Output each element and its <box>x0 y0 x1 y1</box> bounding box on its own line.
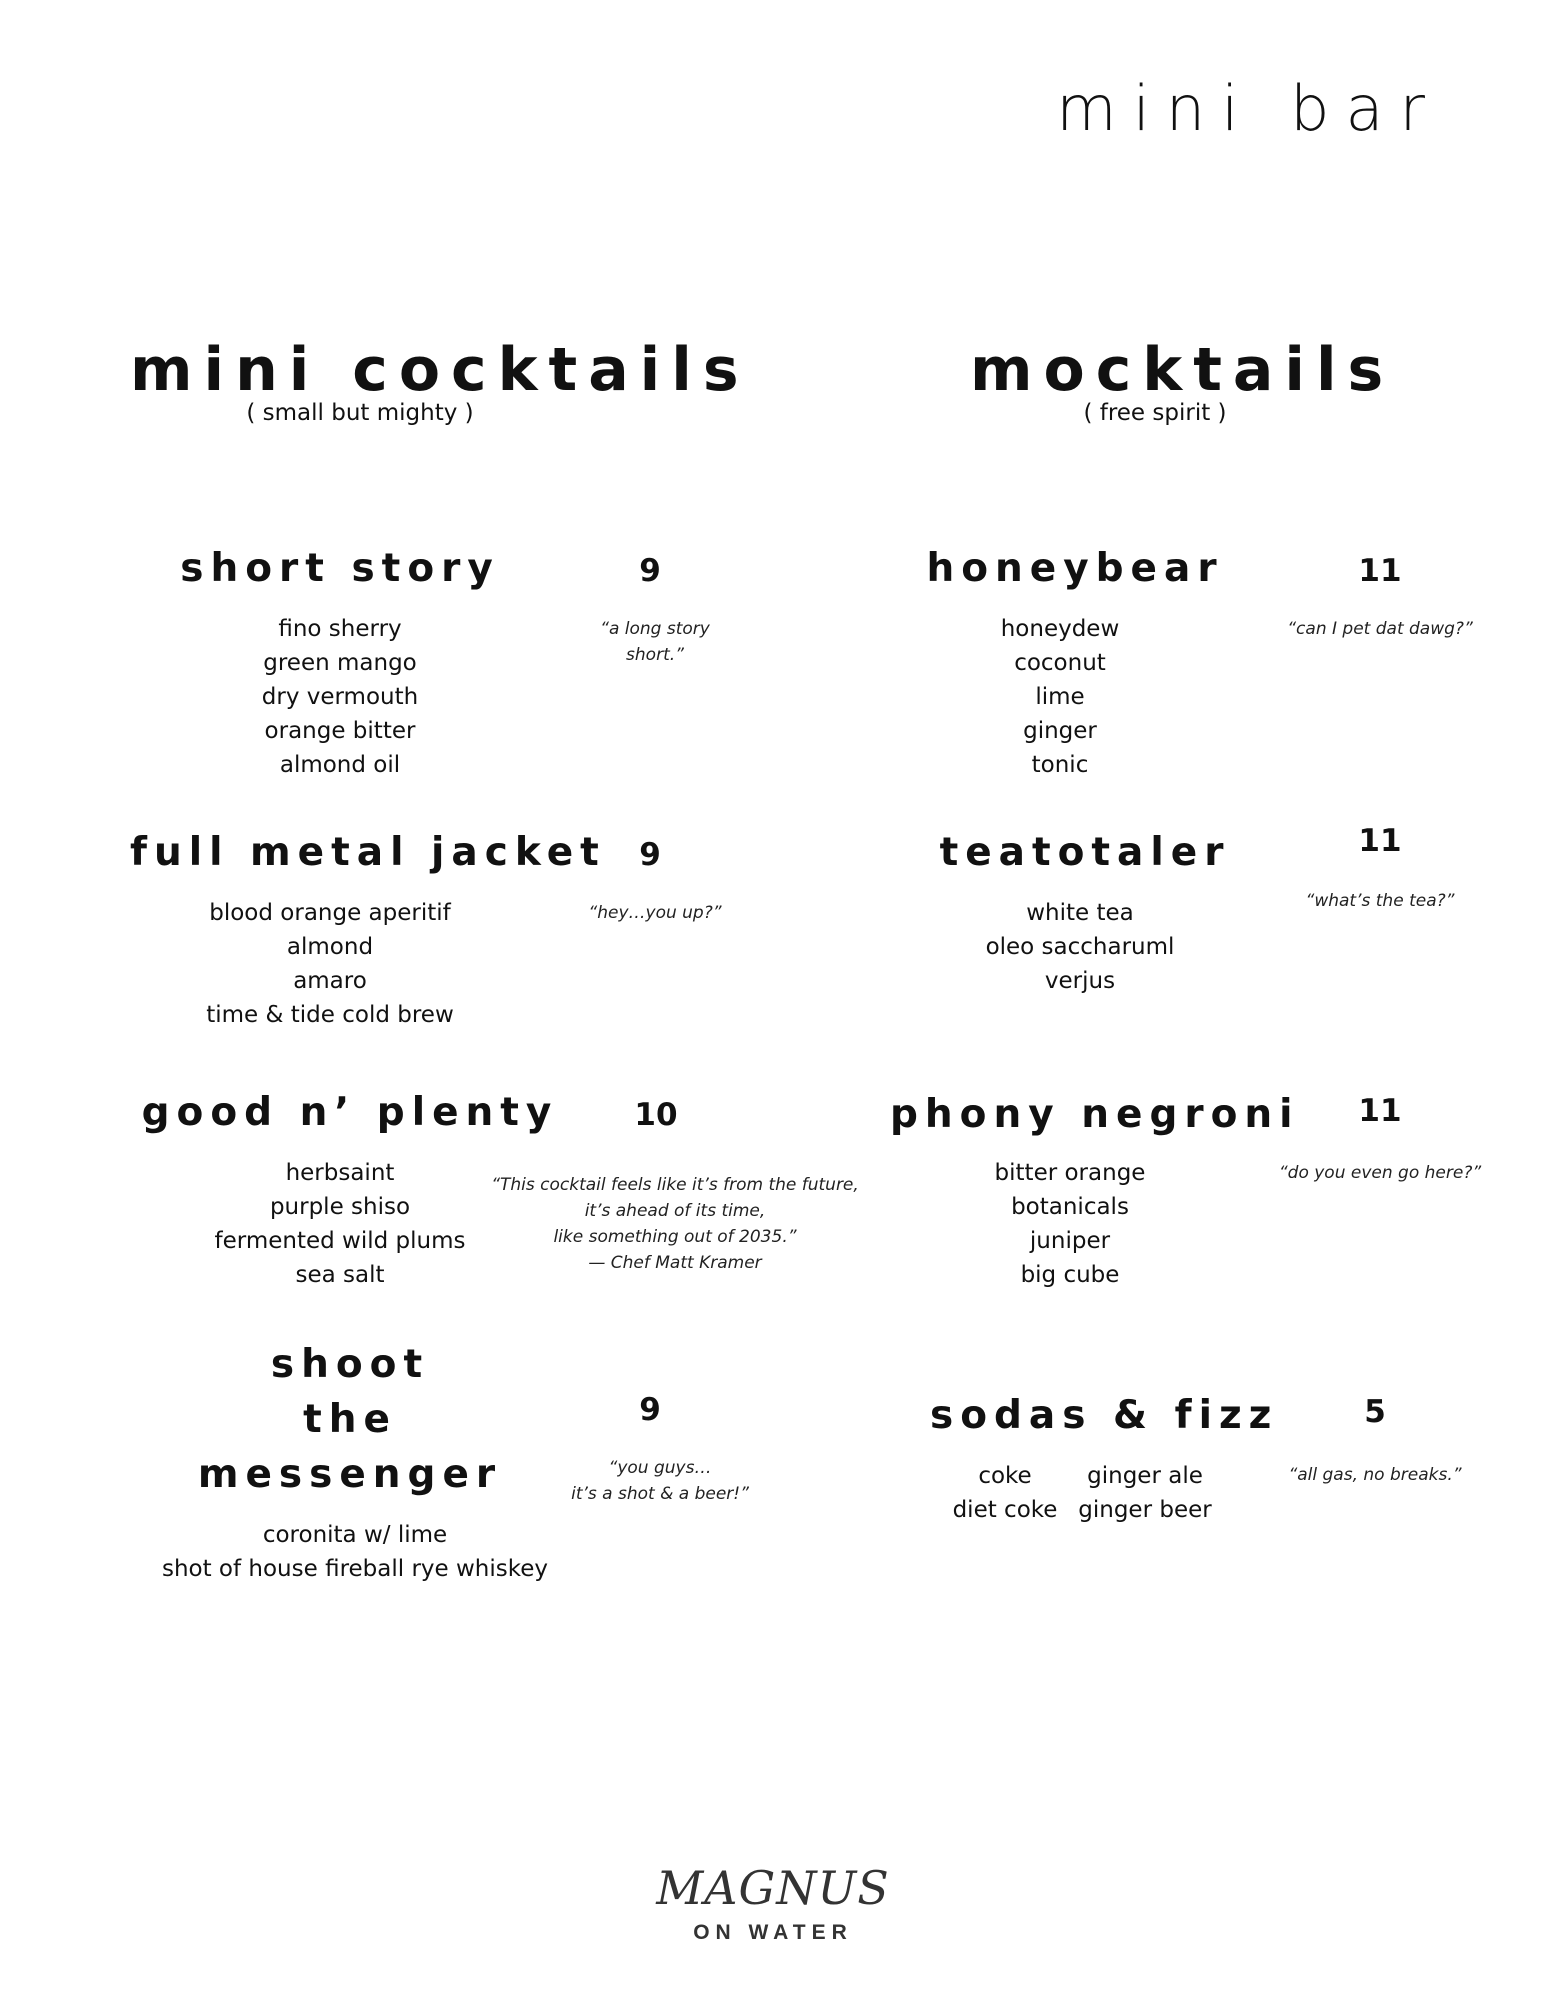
ingredient-list <box>190 612 490 782</box>
drink-price: 9 <box>639 1392 661 1428</box>
ingredient: big cube <box>1020 1262 1120 1288</box>
ingredient: lime <box>1035 684 1085 710</box>
ingredient: green mango <box>263 650 417 676</box>
quote-line: “can I pet dat dawg?” <box>1287 619 1473 639</box>
drink-price: 11 <box>1358 553 1402 589</box>
quote-line: “what’s the tea?” <box>1305 891 1455 911</box>
ingredient: herbsaint <box>285 1160 395 1186</box>
ingredient-list <box>190 1156 490 1292</box>
quote-line: “hey…you up?” <box>588 903 722 923</box>
ingredient: orange bitter <box>264 718 416 744</box>
section-subtitle-mocktails: ( free spirit ) <box>1083 400 1227 426</box>
ingredient: honeydew <box>1000 616 1120 642</box>
ingredient: diet coke <box>952 1497 1058 1523</box>
drink-name: short story <box>180 546 500 591</box>
drink-name: sodas & fizz <box>930 1393 1279 1438</box>
ingredient: ginger ale <box>1087 1463 1203 1489</box>
ingredient: coconut <box>1014 650 1106 676</box>
ingredient: time & tide cold brew <box>206 1002 454 1028</box>
quote-line: short.” <box>626 645 684 665</box>
drink-quote <box>550 900 760 926</box>
drink-name: full metal jacket <box>130 830 606 875</box>
ingredient: almond oil <box>279 752 401 778</box>
ingredient: oleo saccharuml <box>985 934 1175 960</box>
ingredient: blood orange aperitif <box>209 900 451 926</box>
logo-subtitle: ON WATER <box>693 1921 853 1944</box>
ingredient: tonic <box>1031 752 1089 778</box>
quote-line: — Chef Matt Kramer <box>588 1253 762 1273</box>
drink-price: 5 <box>1364 1394 1386 1430</box>
ingredient-list <box>930 1459 1080 1527</box>
drink-price: 9 <box>639 837 661 873</box>
ingredient: almond <box>286 934 374 960</box>
ingredient-list <box>960 896 1200 998</box>
logo-wordmark: MAGNUS <box>656 1861 890 1915</box>
drink-quote <box>1260 616 1500 642</box>
ingredient: coronita w/ lime <box>262 1522 448 1548</box>
drink-quote <box>490 1172 860 1276</box>
drink-name: phony negroni <box>890 1092 1300 1137</box>
ingredient: purple shiso <box>269 1194 411 1220</box>
ingredient-list <box>150 1518 560 1586</box>
ingredient: juniper <box>1029 1228 1111 1254</box>
ingredient: white tea <box>1026 900 1134 926</box>
drink-name-line: the <box>303 1397 397 1442</box>
quote-line: “you guys… <box>608 1458 712 1478</box>
ingredient: coke <box>978 1463 1032 1489</box>
ingredient: botanicals <box>1011 1194 1129 1220</box>
ingredient-list <box>1070 1459 1220 1527</box>
drink-quote <box>550 1455 770 1507</box>
drink-name-line: messenger <box>197 1452 503 1497</box>
quote-line: “do you even go here?” <box>1278 1163 1482 1183</box>
drink-name: honeybear <box>926 546 1224 591</box>
ingredient: ginger beer <box>1078 1497 1212 1523</box>
ingredient: shot of house fireball rye whiskey <box>161 1556 549 1582</box>
quote-line: “all gas, no breaks.” <box>1288 1465 1462 1485</box>
quote-line: it’s ahead of its time, <box>584 1201 766 1221</box>
ingredient-list <box>940 612 1180 782</box>
drink-price: 11 <box>1358 823 1402 859</box>
ingredient: ginger <box>1023 718 1097 744</box>
drink-name <box>180 1337 520 1502</box>
section-title-cocktails: mini cocktails <box>130 335 750 405</box>
section-subtitle-cocktails: ( small but mighty ) <box>246 400 474 426</box>
ingredient: verjus <box>1044 968 1116 994</box>
ingredient: fino sherry <box>278 616 402 642</box>
quote-line: like something out of 2035.” <box>553 1227 797 1247</box>
ingredient: sea salt <box>295 1262 385 1288</box>
drink-name-line: shoot <box>270 1342 430 1387</box>
drink-quote <box>1265 1462 1485 1488</box>
page-title: mini bar <box>1056 72 1441 145</box>
drink-quote <box>1260 1160 1500 1186</box>
ingredient: dry vermouth <box>261 684 419 710</box>
drink-price: 9 <box>639 553 661 589</box>
drink-quote <box>550 616 760 668</box>
ingredient: fermented wild plums <box>214 1228 466 1254</box>
ingredient-list <box>950 1156 1190 1292</box>
brand-logo <box>0 1861 1546 1945</box>
drink-price: 10 <box>634 1097 678 1133</box>
ingredient-list <box>160 896 500 1032</box>
quote-line: it’s a shot & a beer!” <box>571 1484 749 1504</box>
drink-name: good n’ plenty <box>141 1090 559 1135</box>
drink-name: teatotaler <box>939 830 1231 875</box>
ingredient: amaro <box>293 968 367 994</box>
ingredient: bitter orange <box>994 1160 1146 1186</box>
quote-line: “This cocktail feels like it’s from the future, <box>491 1175 859 1195</box>
quote-line: “a long story <box>600 619 710 639</box>
drink-quote <box>1270 888 1490 914</box>
section-title-mocktails: mocktails <box>970 335 1395 405</box>
drink-price: 11 <box>1358 1093 1402 1129</box>
